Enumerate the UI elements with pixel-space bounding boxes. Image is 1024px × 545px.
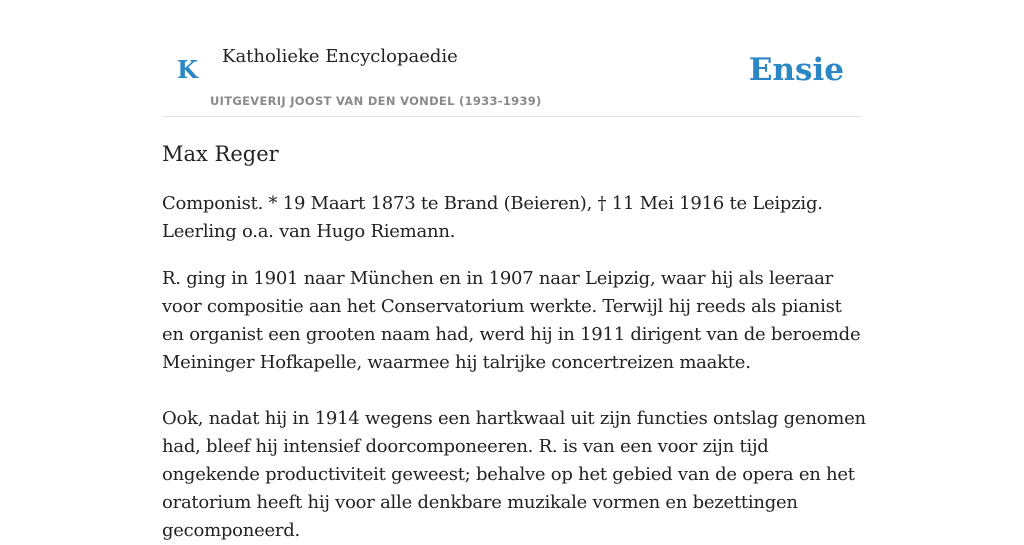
ensie-home-link[interactable]: Ensie (748, 52, 844, 88)
article-paragraph: R. ging in 1901 naar München en in 1907 naar Leipzig, waar hij als leeraar voor compositie aan het Conservatorium werkte. Terwijl hij reeds als pianist en organist een grooten naam had, werd hij in 1911 dirigent van de beroemde Meininger Hofkapelle, waarmee hij talrijke concertreizen maakte. (162, 268, 861, 373)
article-title: Max Reger (162, 142, 279, 166)
article (162, 137, 867, 545)
article-paragraph: Ook, nadat hij in 1914 wegens een hartkwaal uit zijn functies ontslag genomen had, bleef hij intensief doorcomponeeren. R. is van een voor zijn tijd ongekende productiviteit geweest; behalve op het gebied van de opera en het oratorium heeft hij voor alle denkbare muzikale vormen en bezettingen gecomponeerd. (162, 408, 866, 541)
article-paragraph: Componist. * 19 Maart 1873 te Brand (Beieren), † 11 Mei 1916 te Leipzig. Leerling o.a. van Hugo Riemann. (162, 193, 823, 242)
site-header (162, 0, 862, 117)
publisher-subtitle: UITGEVERIJ JOOST VAN DEN VONDEL (1933-1939) (210, 94, 542, 108)
encyclopedia-logo-icon: K (177, 55, 198, 84)
encyclopedia-title: Katholieke Encyclopaedie (222, 46, 458, 67)
